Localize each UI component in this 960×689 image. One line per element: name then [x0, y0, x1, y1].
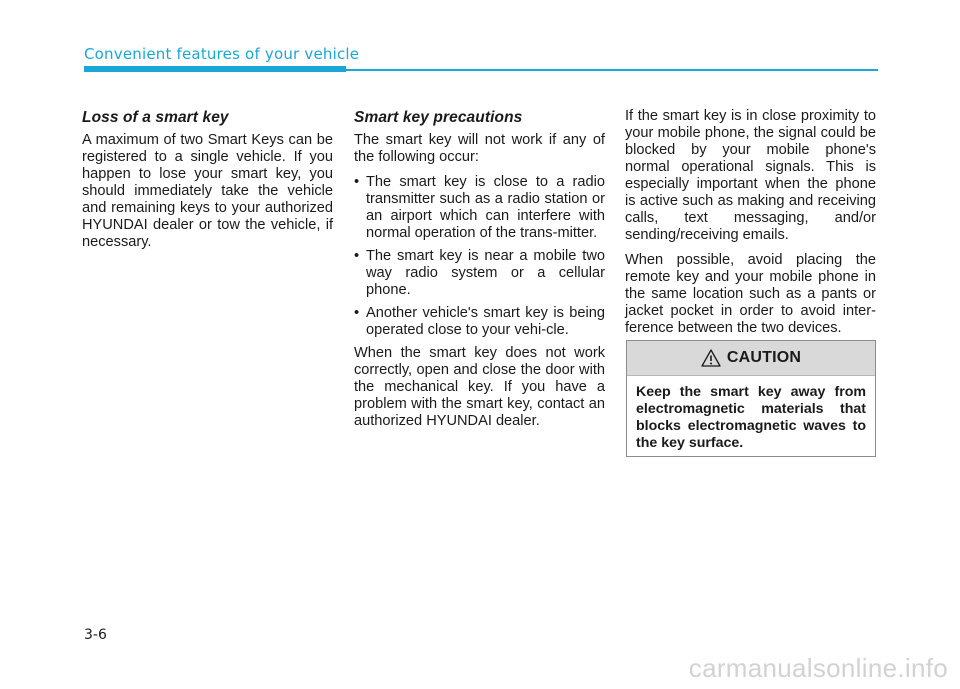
precautions-intro: The smart key will not work if any of the following occur: — [354, 132, 605, 165]
bullet-icon: • — [354, 248, 360, 264]
paragraph-avoid-placement: When possible, avoid placing the remote key and your mobile phone in the same location such as a pants or jacket pocket in order to avoid inter-ference between the two devices. — [625, 252, 876, 336]
watermark-link[interactable]: carmanualsonline.info — [688, 653, 948, 683]
caution-header — [627, 341, 875, 376]
bullet-icon: • — [354, 305, 360, 321]
warning-triangle-icon — [701, 349, 721, 367]
caution-box — [626, 340, 876, 457]
paragraph-mobile-proximity: If the smart key is in close proximity to your mobile phone, the signal could be blocked by your mobile phone's normal operational signals. This is especially important when the phone is active such as making and receiving calls, text messaging, and/or sending/receiving emails. — [625, 108, 876, 243]
heading-smart-key-precautions: Smart key precautions — [354, 109, 523, 126]
bullet-icon: • — [354, 174, 360, 190]
paragraph-smart-key-not-working: When the smart key does not work correctly, open and close the door with the mechanical key. If you have a problem with the smart key, contact an authorized HYUNDAI dealer. — [354, 345, 605, 429]
list-item-text: The smart key is close to a radio transmitter such as a radio station or an airport which can interfere with normal operation of the trans-mitter. — [366, 174, 605, 241]
page-number: 3-6 — [84, 627, 107, 643]
list-item-text: The smart key is near a mobile two way radio system or a cellular phone. — [366, 248, 605, 298]
header-accent-bar — [84, 66, 346, 72]
column-loss-of-smart-key — [82, 108, 333, 259]
list-item — [354, 174, 605, 242]
section-title: Convenient features of your vehicle — [84, 45, 360, 63]
heading-loss-of-smart-key: Loss of a smart key — [82, 109, 229, 126]
column-mobile-phone-interference — [625, 108, 876, 345]
column-smart-key-precautions — [354, 108, 605, 438]
list-item — [354, 305, 605, 339]
precautions-list — [354, 174, 605, 339]
caution-text: Keep the smart key away from electromagnetic materials that blocks electromagnetic waves to the key surface. — [636, 384, 866, 451]
header-rule — [346, 69, 878, 71]
paragraph-loss-of-smart-key: A maximum of two Smart Keys can be registered to a single vehicle. If you happen to lose your smart key, you should immediately take the vehicle and remaining keys to your authorized HYUNDAI dealer or tow the vehicle, if necessary. — [82, 132, 333, 250]
list-item-text: Another vehicle's smart key is being operated close to your vehi-cle. — [366, 305, 605, 338]
caution-label: CAUTION — [726, 349, 802, 366]
list-item — [354, 248, 605, 299]
